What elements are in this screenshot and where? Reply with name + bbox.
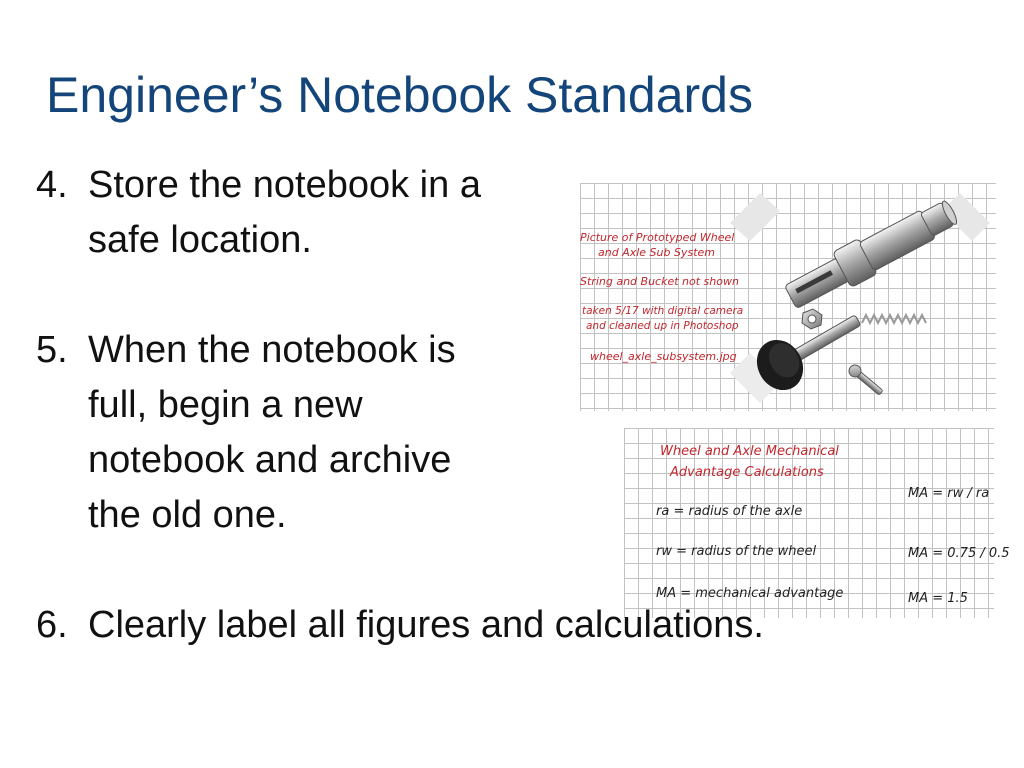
item-number: 5. [36,329,68,371]
item-number: 4. [36,164,68,206]
calc-formula: MA = 1.5 [908,591,968,606]
item-text-line: the old one. [88,494,287,536]
item-text-line: Store the notebook in a [88,164,481,206]
calc-heading: Advantage Calculations [670,465,824,480]
item-number: 6. [36,604,68,646]
item-text-line: Clearly label all figures and calculations. [88,604,764,646]
item-text-line: full, begin a new [88,384,363,426]
photo-note: taken 5/17 with digital camera [582,305,744,317]
photo-note: wheel_axle_subsystem.jpg [590,350,737,363]
photo-note: and Axle Sub System [598,246,715,259]
calc-definition: rw = radius of the wheel [656,544,817,559]
prototype-photo-figure [580,183,996,411]
slide-title: Engineer’s Notebook Standards [46,67,753,123]
photo-note: String and Bucket not shown [580,275,739,288]
standard-item-6 [36,598,764,653]
calc-definition: ra = radius of the axle [656,504,803,519]
calc-formula: MA = rw / ra [908,486,990,501]
wheel-axle-parts-image [580,183,996,411]
item-text-line: notebook and archive [88,439,452,481]
item-text-line: When the notebook is [88,329,456,371]
standard-item-4 [36,158,481,268]
item-text-line: safe location. [88,219,312,261]
calc-definition: MA = mechanical advantage [656,586,844,601]
photo-note: and cleaned up in Photoshop [586,320,739,332]
calculation-figure [624,428,1010,618]
calc-heading: Wheel and Axle Mechanical [660,444,839,459]
calc-formula: MA = 0.75 / 0.5 [908,546,1010,561]
photo-note: Picture of Prototyped Wheel [580,231,735,244]
standard-item-5 [36,323,456,543]
